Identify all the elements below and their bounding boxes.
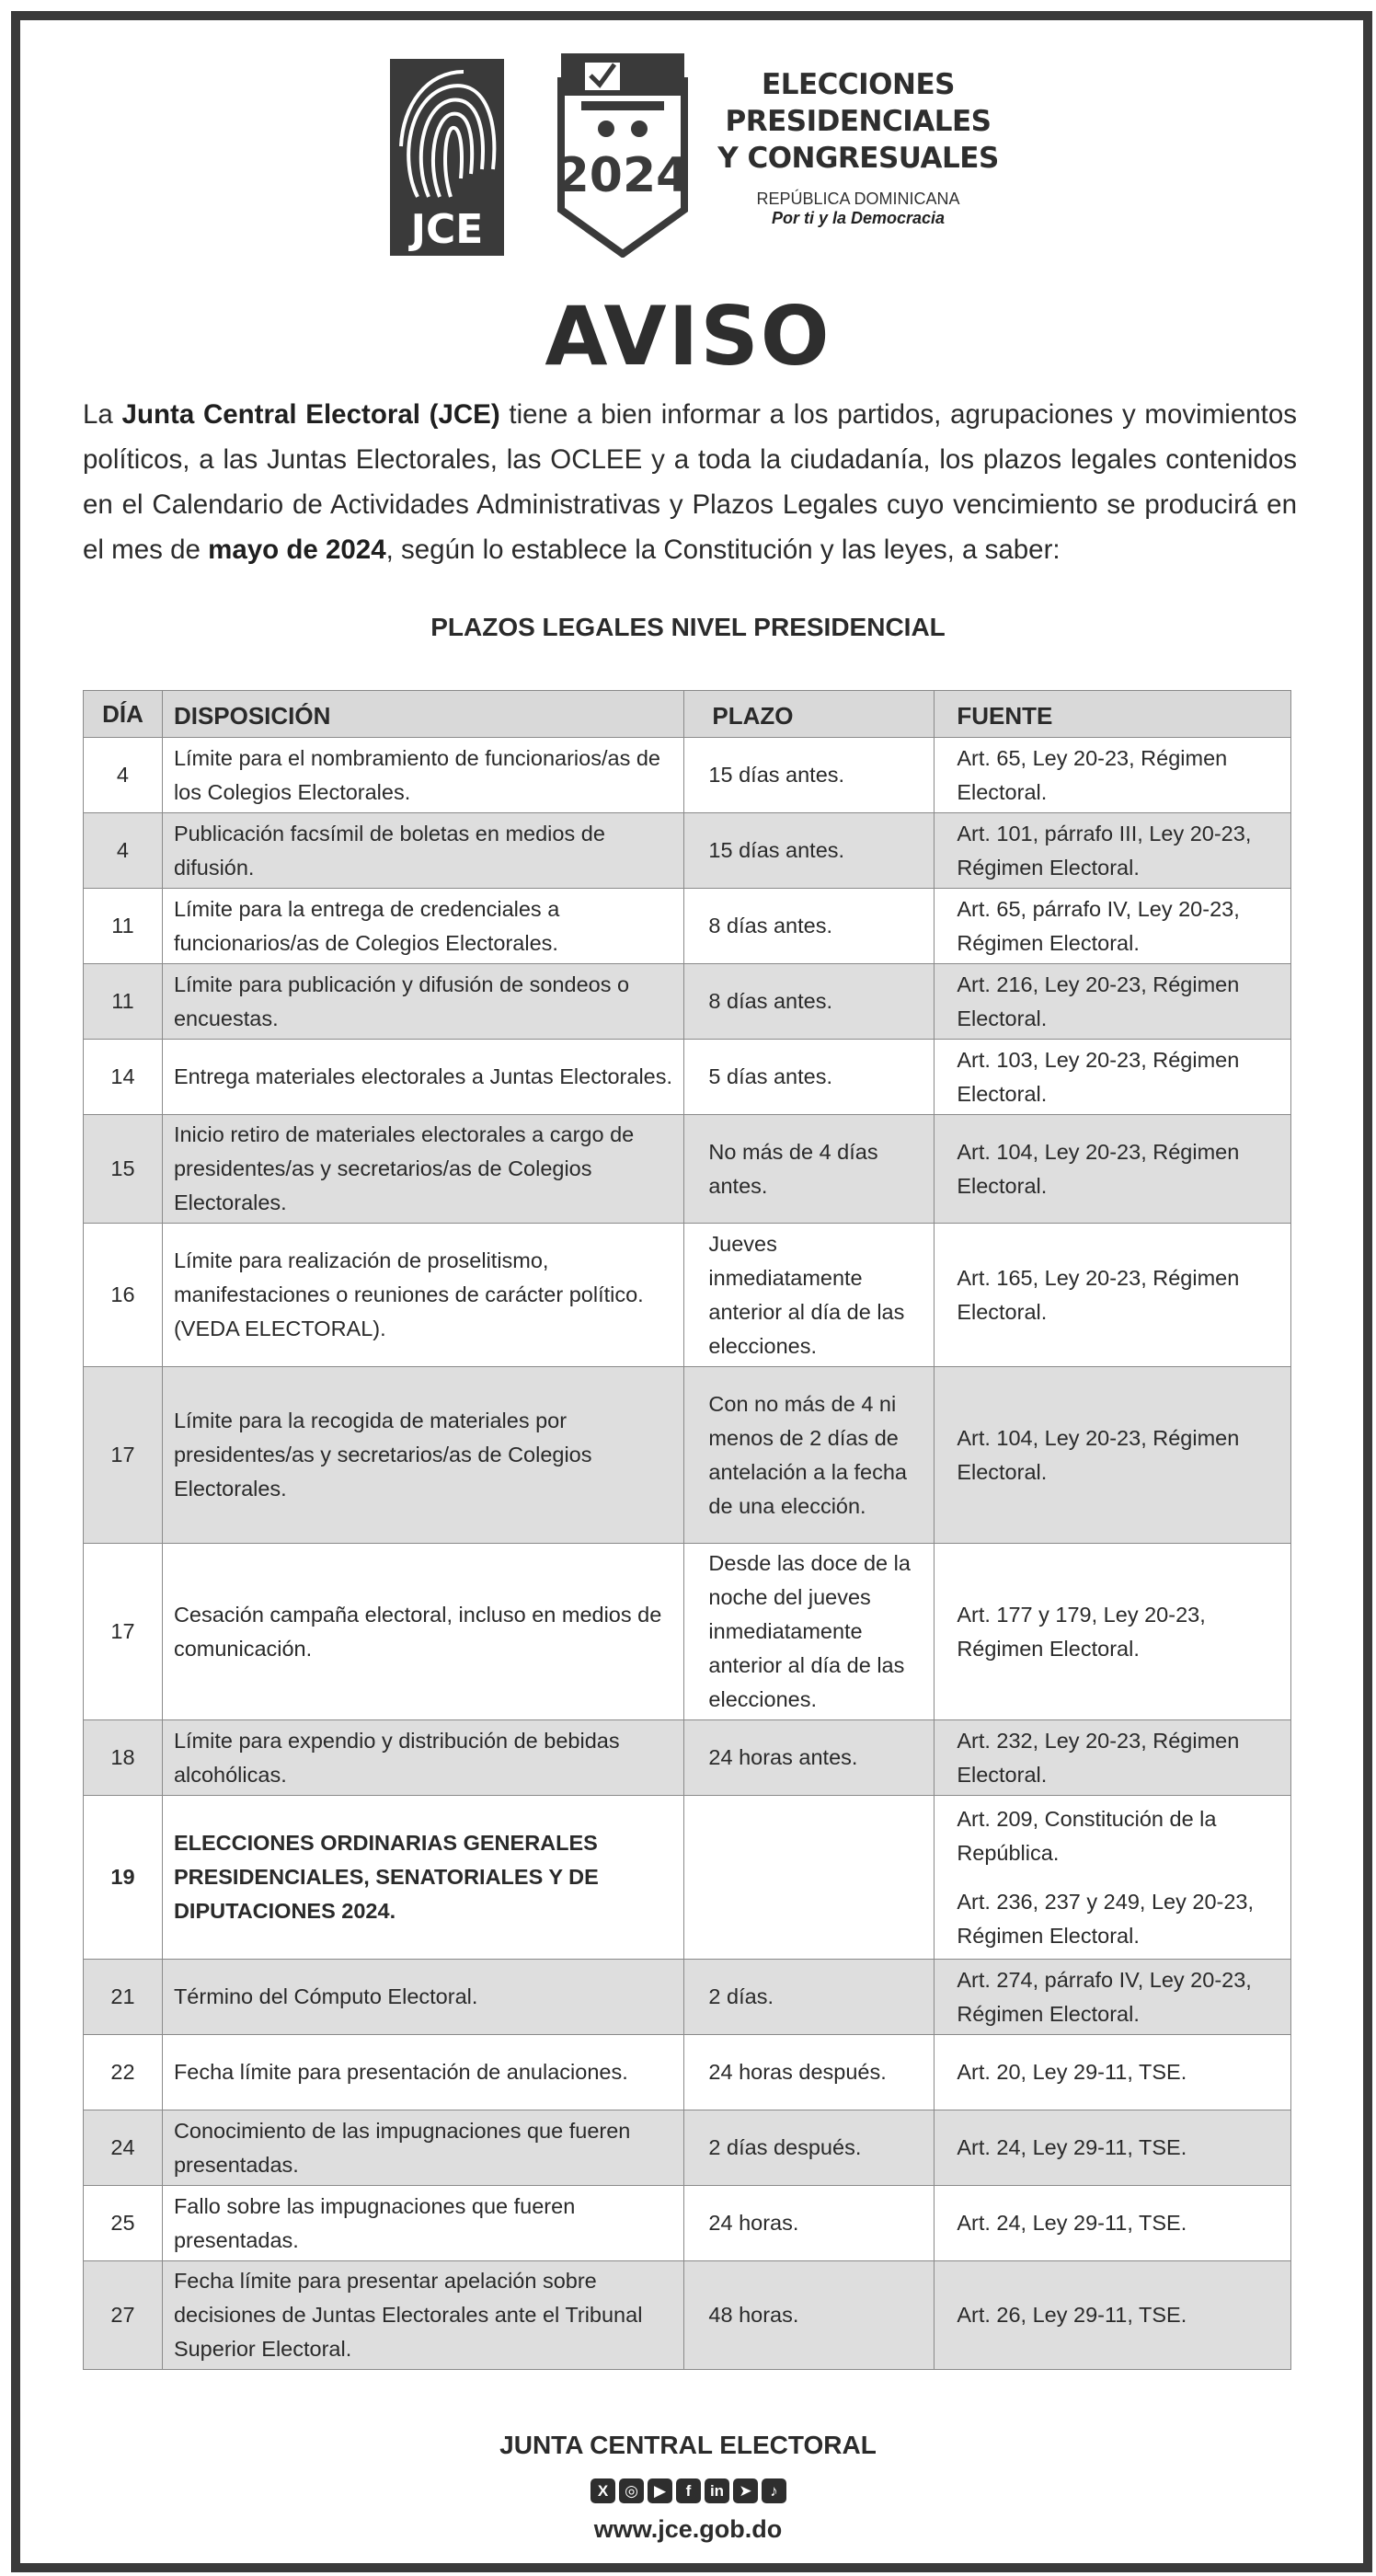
table-row bbox=[84, 1544, 1291, 1720]
cell-disposicion: Entrega materiales electorales a Juntas Electorales. bbox=[162, 1040, 683, 1115]
col-header-fuente: FUENTE bbox=[935, 691, 1291, 738]
brand-country: REPÚBLICA DOMINICANA bbox=[756, 190, 960, 208]
brand-line-3: Y CONGRESUALES bbox=[717, 142, 999, 175]
jce-logo bbox=[390, 59, 504, 256]
cell-plazo: Jueves inmediatamente anterior al día de las elecciones. bbox=[684, 1224, 935, 1367]
cell-fuente: Art. 177 y 179, Ley 20-23, Régimen Electoral. bbox=[935, 1544, 1291, 1720]
intro-text-3: , según lo establece la Constitución y las leyes, a saber: bbox=[385, 535, 1061, 565]
brand-block bbox=[716, 66, 1001, 228]
cell-dia: 4 bbox=[84, 738, 163, 813]
col-header-dia: DÍA bbox=[84, 691, 163, 738]
cell-fuente: Art. 24, Ley 29-11, TSE. bbox=[935, 2186, 1291, 2261]
tiktok-icon[interactable]: ♪ bbox=[762, 2478, 786, 2503]
table-row bbox=[84, 1720, 1291, 1796]
table-row bbox=[84, 2110, 1291, 2186]
cell-dia: 18 bbox=[84, 1720, 163, 1796]
intro-text-1: La bbox=[83, 399, 122, 430]
cell-plazo: No más de 4 días antes. bbox=[684, 1115, 935, 1224]
cell-plazo: Con no más de 4 ni menos de 2 días de antelación a la fecha de una elección. bbox=[684, 1367, 935, 1544]
cell-dia: 14 bbox=[84, 1040, 163, 1115]
table-row bbox=[84, 1367, 1291, 1544]
cell-plazo: 8 días antes. bbox=[684, 889, 935, 964]
brand-line-2: PRESIDENCIALES bbox=[725, 105, 992, 138]
cell-fuente: Art. 104, Ley 20-23, Régimen Electoral. bbox=[935, 1115, 1291, 1224]
brand-line-1: ELECCIONES bbox=[762, 68, 955, 101]
table-header-row bbox=[84, 691, 1291, 738]
cell-disposicion: Conocimiento de las impugnaciones que fueren presentadas. bbox=[162, 2110, 683, 2186]
cell-plazo: Desde las doce de la noche del jueves inmediatamente anterior al día de las elecciones. bbox=[684, 1544, 935, 1720]
cell-fuente: Art. 103, Ley 20-23, Régimen Electoral. bbox=[935, 1040, 1291, 1115]
cell-dia: 11 bbox=[84, 889, 163, 964]
x-icon[interactable]: X bbox=[591, 2478, 615, 2503]
cell-disposicion: ELECCIONES ORDINARIAS GENERALES PRESIDENCIALES, SENATORIALES Y DE DIPUTACIONES 2024. bbox=[162, 1796, 683, 1960]
table-row bbox=[84, 2035, 1291, 2110]
intro-text-2: tiene a bien informar a los partidos, agrupaciones y movimientos políticos, a las Juntas Electorales, las OCLEE y a toda la ciudadanía, los plazos legales contenidos en el Calendario de Actividades Administrativas y Plazos Legales cuyo vencimiento se producirá en el mes de bbox=[83, 399, 1297, 565]
cell-plazo: 24 horas antes. bbox=[684, 1720, 935, 1796]
table-row bbox=[84, 2186, 1291, 2261]
cell-dia: 21 bbox=[84, 1960, 163, 2035]
cell-plazo: 15 días antes. bbox=[684, 813, 935, 889]
jce-logo-text: JCE bbox=[410, 206, 484, 253]
cell-disposicion: Límite para publicación y difusión de sondeos o encuestas. bbox=[162, 964, 683, 1040]
cell-fuente: Art. 104, Ley 20-23, Régimen Electoral. bbox=[935, 1367, 1291, 1544]
cell-dia: 19 bbox=[84, 1796, 163, 1960]
table-row bbox=[84, 1224, 1291, 1367]
cell-fuente: Art. 216, Ley 20-23, Régimen Electoral. bbox=[935, 964, 1291, 1040]
cell-plazo: 48 horas. bbox=[684, 2261, 935, 2370]
cell-dia: 15 bbox=[84, 1115, 163, 1224]
cell-fuente: Art. 65, Ley 20-23, Régimen Electoral. bbox=[935, 738, 1291, 813]
linkedin-icon[interactable]: in bbox=[705, 2478, 729, 2503]
cell-fuente: Art. 65, párrafo IV, Ley 20-23, Régimen Electoral. bbox=[935, 889, 1291, 964]
cell-fuente: Art. 101, párrafo III, Ley 20-23, Régimen Electoral. bbox=[935, 813, 1291, 889]
cell-disposicion: Límite para el nombramiento de funcionarios/as de los Colegios Electorales. bbox=[162, 738, 683, 813]
cell-fuente: Art. 232, Ley 20-23, Régimen Electoral. bbox=[935, 1720, 1291, 1796]
intro-month: mayo de 2024 bbox=[208, 535, 386, 565]
cell-disposicion: Término del Cómputo Electoral. bbox=[162, 1960, 683, 2035]
cell-disposicion: Límite para la entrega de credenciales a funcionarios/as de Colegios Electorales. bbox=[162, 889, 683, 964]
brand-slogan: Por ti y la Democracia bbox=[771, 209, 946, 227]
cell-plazo: 24 horas después. bbox=[684, 2035, 935, 2110]
cell-dia: 4 bbox=[84, 813, 163, 889]
section-heading: PLAZOS LEGALES NIVEL PRESIDENCIAL bbox=[430, 613, 946, 641]
social-icons bbox=[591, 2478, 786, 2503]
table-row bbox=[84, 813, 1291, 889]
table-row bbox=[84, 889, 1291, 964]
deadlines-table bbox=[83, 690, 1291, 2370]
col-header-plazo: PLAZO bbox=[684, 691, 935, 738]
cell-dia: 16 bbox=[84, 1224, 163, 1367]
cell-disposicion: Límite para expendio y distribución de bebidas alcohólicas. bbox=[162, 1720, 683, 1796]
table-row bbox=[84, 1115, 1291, 1224]
cell-dia: 22 bbox=[84, 2035, 163, 2110]
cell-disposicion: Publicación facsímil de boletas en medios de difusión. bbox=[162, 813, 683, 889]
ballot-box-logo bbox=[554, 53, 692, 258]
cell-disposicion: Fecha límite para presentar apelación sobre decisiones de Juntas Electorales ante el Tribunal Superior Electoral. bbox=[162, 2261, 683, 2370]
table-row bbox=[84, 1960, 1291, 2035]
cell-fuente: Art. 26, Ley 29-11, TSE. bbox=[935, 2261, 1291, 2370]
col-header-disposicion: DISPOSICIÓN bbox=[162, 691, 683, 738]
table-row bbox=[84, 1796, 1291, 1960]
intro-paragraph bbox=[83, 392, 1297, 572]
instagram-icon[interactable]: ◎ bbox=[619, 2478, 644, 2503]
cell-plazo bbox=[684, 1796, 935, 1960]
page-title: AVISO bbox=[545, 289, 831, 384]
cell-disposicion: Cesación campaña electoral, incluso en medios de comunicación. bbox=[162, 1544, 683, 1720]
youtube-icon[interactable]: ▶ bbox=[648, 2478, 672, 2503]
table-row bbox=[84, 738, 1291, 813]
cell-fuente: Art. 24, Ley 29-11, TSE. bbox=[935, 2110, 1291, 2186]
cell-plazo: 2 días. bbox=[684, 1960, 935, 2035]
cell-dia: 17 bbox=[84, 1367, 163, 1544]
intro-org: Junta Central Electoral (JCE) bbox=[121, 399, 500, 430]
cell-plazo: 8 días antes. bbox=[684, 964, 935, 1040]
facebook-icon[interactable]: f bbox=[676, 2478, 701, 2503]
cell-disposicion: Inicio retiro de materiales electorales a cargo de presidentes/as y secretarios/as de Colegios Electorales. bbox=[162, 1115, 683, 1224]
cell-disposicion: Límite para realización de proselitismo, manifestaciones o reuniones de carácter político. (VEDA ELECTORAL). bbox=[162, 1224, 683, 1367]
cell-fuente bbox=[935, 1796, 1291, 1960]
cell-fuente-2: Art. 236, 237 y 249, Ley 20-23, Régimen Electoral. bbox=[957, 1889, 1255, 1948]
logo-year: 2024 bbox=[556, 148, 690, 203]
table-row bbox=[84, 964, 1291, 1040]
cell-dia: 17 bbox=[84, 1544, 163, 1720]
cell-dia: 24 bbox=[84, 2110, 163, 2186]
cell-dia: 11 bbox=[84, 964, 163, 1040]
cell-dia: 27 bbox=[84, 2261, 163, 2370]
notice bbox=[29, 29, 1347, 2547]
cell-fuente: Art. 20, Ley 29-11, TSE. bbox=[935, 2035, 1291, 2110]
table-row bbox=[84, 2261, 1291, 2370]
cell-disposicion: Fallo sobre las impugnaciones que fueren presentadas. bbox=[162, 2186, 683, 2261]
telegram-icon[interactable]: ➤ bbox=[733, 2478, 758, 2503]
cell-dia: 25 bbox=[84, 2186, 163, 2261]
cell-plazo: 2 días después. bbox=[684, 2110, 935, 2186]
cell-fuente: Art. 165, Ley 20-23, Régimen Electoral. bbox=[935, 1224, 1291, 1367]
cell-fuente-1: Art. 209, Constitución de la República. bbox=[957, 1806, 1217, 1865]
cell-disposicion: Fecha límite para presentación de anulaciones. bbox=[162, 2035, 683, 2110]
website-link[interactable]: www.jce.gob.do bbox=[593, 2515, 783, 2543]
cell-fuente: Art. 274, párrafo IV, Ley 20-23, Régimen Electoral. bbox=[935, 1960, 1291, 2035]
cell-plazo: 24 horas. bbox=[684, 2186, 935, 2261]
cell-disposicion: Límite para la recogida de materiales por presidentes/as y secretarios/as de Colegios Electorales. bbox=[162, 1367, 683, 1544]
cell-plazo: 15 días antes. bbox=[684, 738, 935, 813]
footer-title: JUNTA CENTRAL ELECTORAL bbox=[499, 2431, 877, 2459]
table-row bbox=[84, 1040, 1291, 1115]
cell-plazo: 5 días antes. bbox=[684, 1040, 935, 1115]
